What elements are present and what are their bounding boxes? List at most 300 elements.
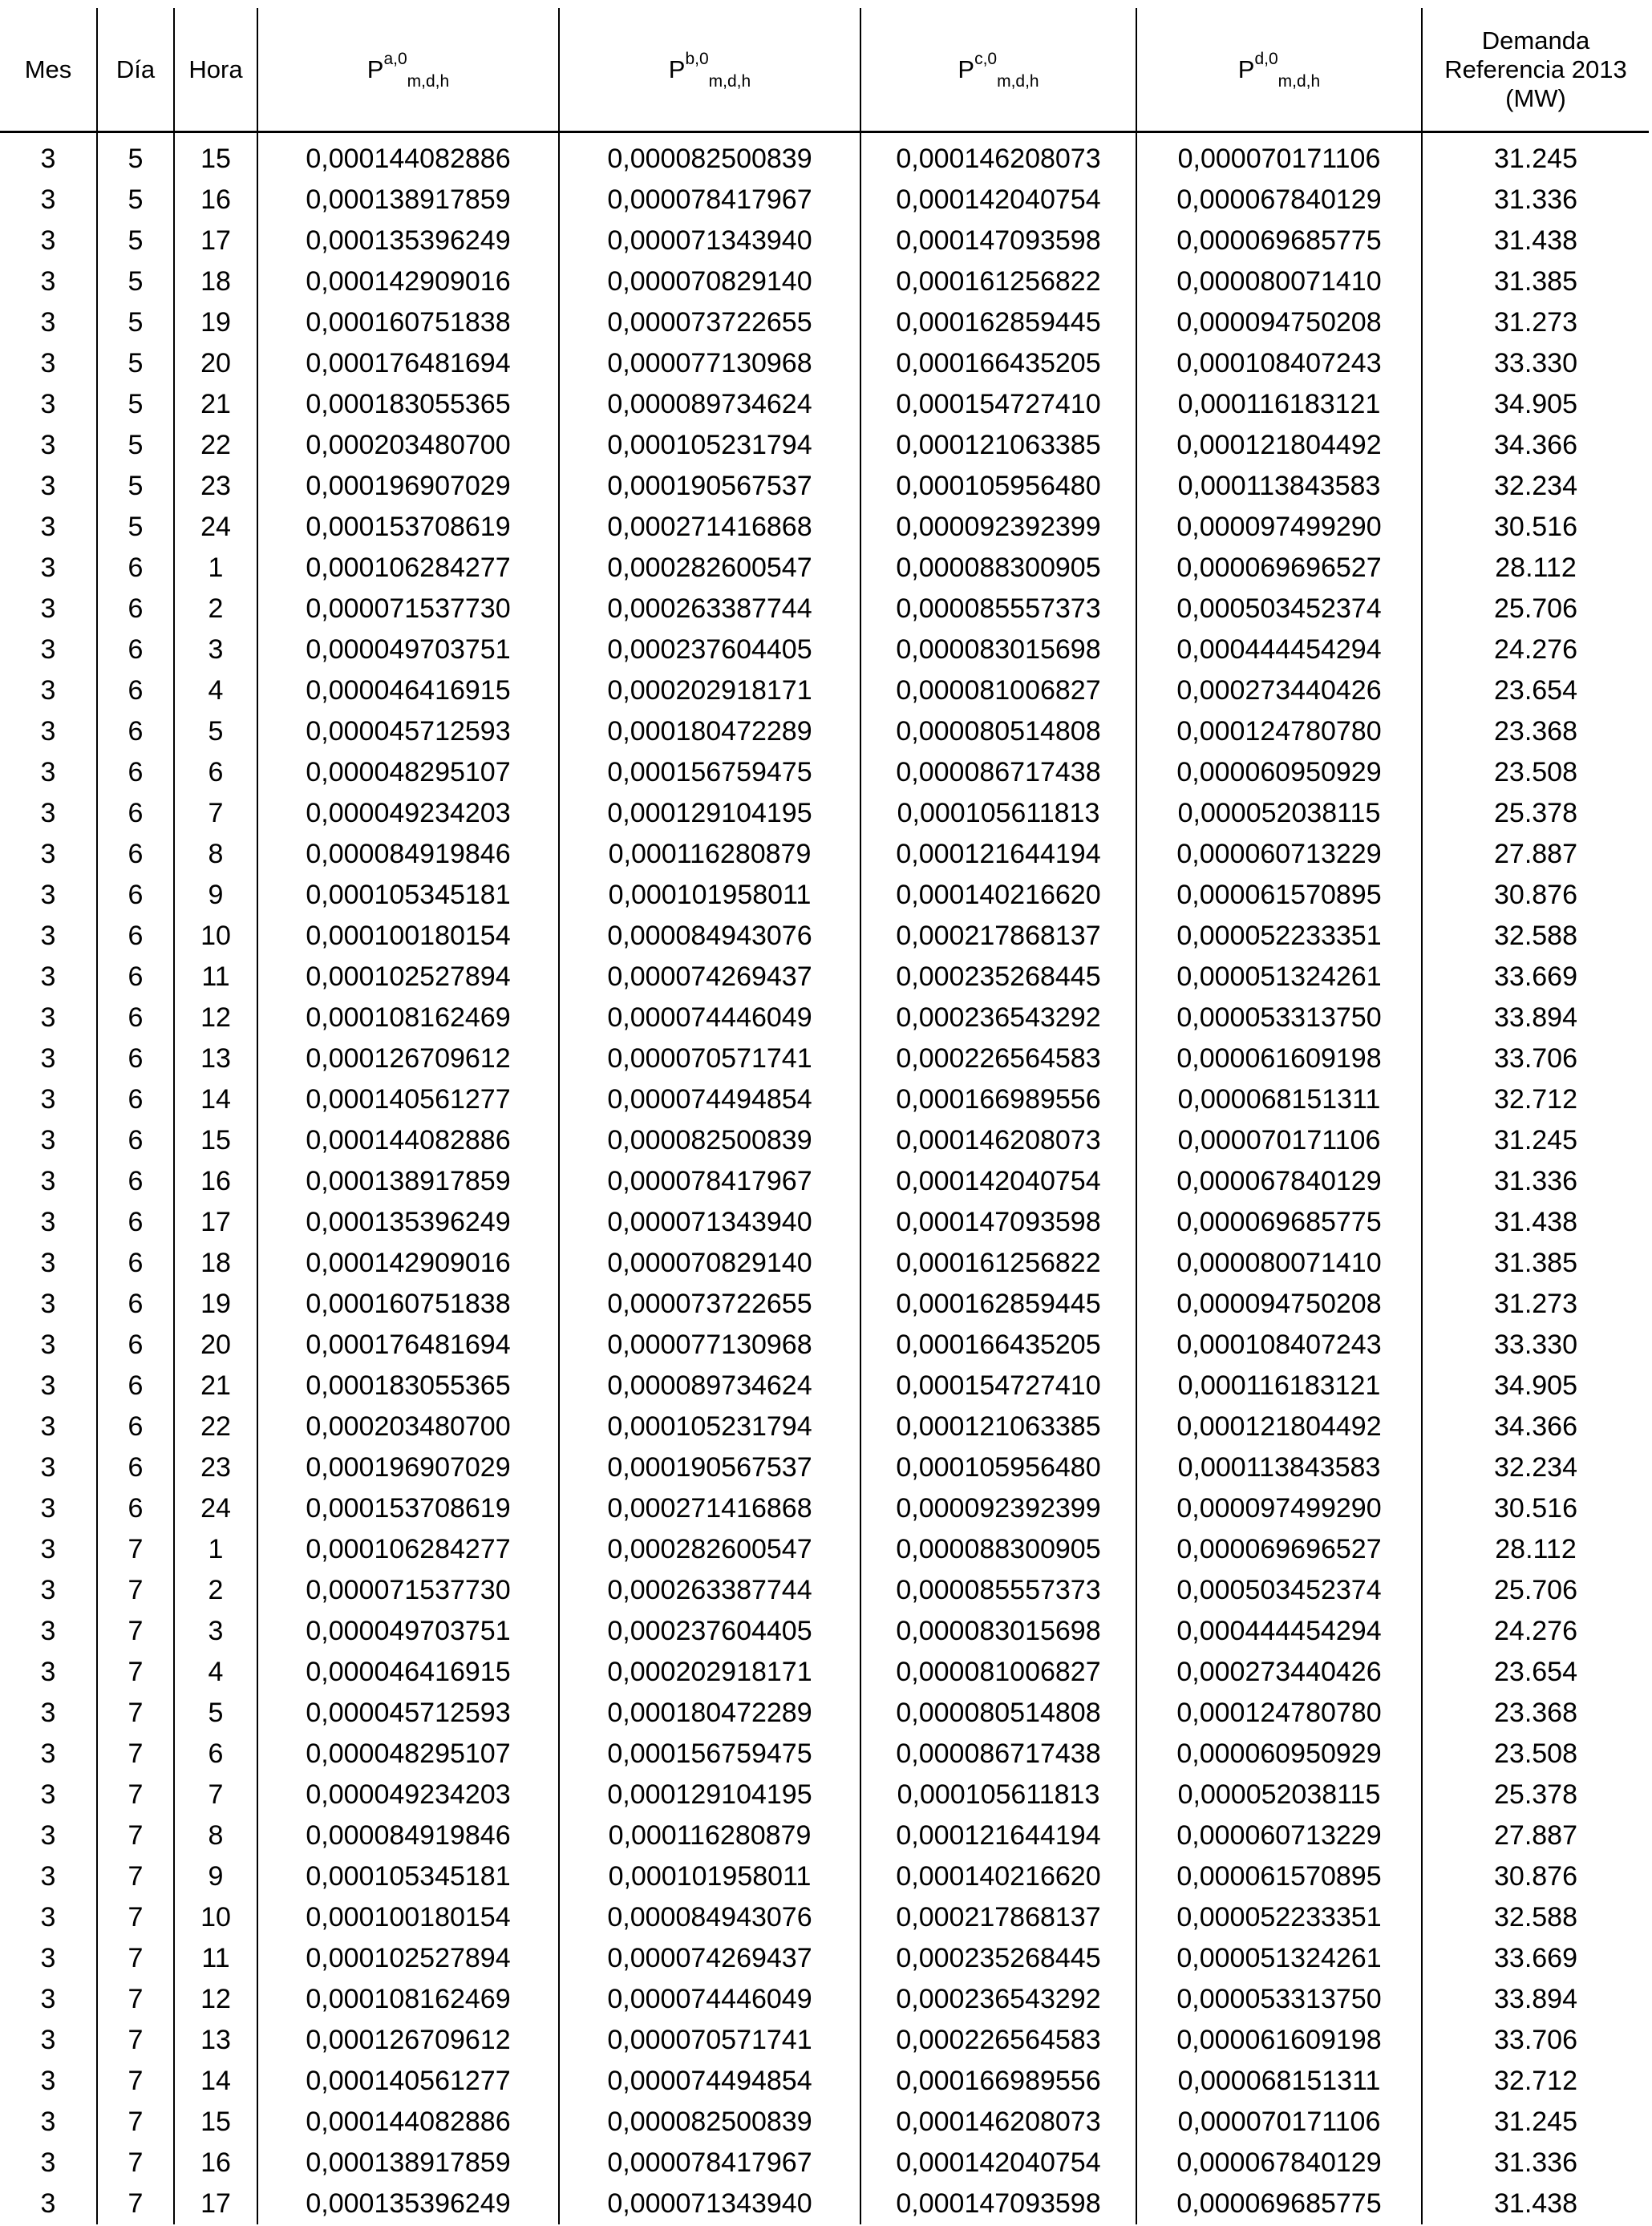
cell-pa: 0,000140561277: [257, 2061, 559, 2102]
cell-pa: 0,000144082886: [257, 2102, 559, 2143]
cell-mes: 3: [40, 1738, 56, 1769]
cell-dia: 6: [97, 1202, 174, 1243]
cell-pc: 0,000121644194: [860, 834, 1136, 875]
cell-mes: 3: [40, 1493, 56, 1524]
table-row: [0, 1079, 1649, 1120]
cell-demanda: 31.438: [1422, 2184, 1649, 2224]
cell-demanda: 23.508: [1422, 1734, 1649, 1775]
cell-dia: 6: [97, 1284, 174, 1325]
cell-pd: 0,000108407243: [1136, 1325, 1422, 1366]
cell-demanda: 24.276: [1422, 1611, 1649, 1652]
cell-pb: 0,000073722655: [559, 302, 860, 343]
cell-pd: 0,000060950929: [1136, 752, 1422, 793]
cell-hora: 8: [174, 834, 257, 875]
cell-pc: 0,000092392399: [860, 1488, 1136, 1529]
cell-dia: 5: [97, 221, 174, 261]
cell-dia: 5: [97, 384, 174, 425]
cell-pb: 0,000263387744: [559, 1570, 860, 1611]
cell-pb: 0,000074446049: [559, 1979, 860, 2020]
cell-demanda: 32.234: [1422, 466, 1649, 507]
cell-pd: 0,000503452374: [1136, 1570, 1422, 1611]
cell-pc: 0,000121063385: [860, 1406, 1136, 1447]
table-row: [0, 1284, 1649, 1325]
table-row: [0, 1938, 1649, 1979]
cell-pd: 0,000069696527: [1136, 548, 1422, 589]
cell-hora: 13: [174, 1038, 257, 1079]
cell-demanda: 33.706: [1422, 1038, 1649, 1079]
table-row: [0, 466, 1649, 507]
cell-mes: 3: [40, 1452, 56, 1483]
cell-hora: 20: [174, 1325, 257, 1366]
table-row: [0, 1325, 1649, 1366]
cell-hora: 13: [174, 2020, 257, 2061]
cell-mes: 3: [40, 430, 56, 460]
cell-pd: 0,000094750208: [1136, 302, 1422, 343]
cell-pb: 0,000074269437: [559, 1938, 860, 1979]
cell-pa: 0,000046416915: [257, 670, 559, 711]
cell-hora: 7: [174, 793, 257, 834]
cell-hora: 17: [174, 2184, 257, 2224]
cell-pb: 0,000116280879: [559, 1815, 860, 1856]
table-row: [0, 221, 1649, 261]
cell-demanda: 31.245: [1422, 2102, 1649, 2143]
table-row: [0, 1488, 1649, 1529]
cell-mes: 3: [40, 184, 56, 215]
cell-pa: 0,000142909016: [257, 261, 559, 302]
cell-mes: 3: [40, 1002, 56, 1033]
cell-pd: 0,000069685775: [1136, 2184, 1422, 2224]
cell-demanda: 32.712: [1422, 1079, 1649, 1120]
cell-demanda: 25.378: [1422, 1775, 1649, 1815]
cell-pb: 0,000156759475: [559, 1734, 860, 1775]
cell-pd: 0,000116183121: [1136, 384, 1422, 425]
cell-demanda: 25.706: [1422, 589, 1649, 629]
table-row: [0, 2061, 1649, 2102]
cell-pb: 0,000074494854: [559, 1079, 860, 1120]
cell-pa: 0,000138917859: [257, 180, 559, 221]
cell-hora: 19: [174, 1284, 257, 1325]
cell-mes: 3: [40, 1207, 56, 1237]
cell-pa: 0,000126709612: [257, 1038, 559, 1079]
cell-pb: 0,000070829140: [559, 1243, 860, 1284]
cell-pd: 0,000113843583: [1136, 466, 1422, 507]
cell-demanda: 31.385: [1422, 1243, 1649, 1284]
cell-mes: 3: [40, 921, 56, 951]
cell-pd: 0,000052233351: [1136, 1897, 1422, 1938]
cell-pa: 0,000106284277: [257, 548, 559, 589]
cell-pa: 0,000046416915: [257, 1652, 559, 1693]
cell-pb: 0,000180472289: [559, 1693, 860, 1734]
cell-pd: 0,000052233351: [1136, 916, 1422, 957]
cell-pc: 0,000121644194: [860, 1815, 1136, 1856]
cell-dia: 7: [97, 1856, 174, 1897]
cell-pa: 0,000100180154: [257, 1897, 559, 1938]
table-row: [0, 2102, 1649, 2143]
table-row: [0, 629, 1649, 670]
cell-hora: 5: [174, 1693, 257, 1734]
cell-pd: 0,000068151311: [1136, 1079, 1422, 1120]
cell-mes: 3: [40, 1330, 56, 1360]
cell-dia: 7: [97, 2061, 174, 2102]
cell-pa: 0,000135396249: [257, 1202, 559, 1243]
cell-dia: 5: [97, 466, 174, 507]
cell-pb: 0,000077130968: [559, 1325, 860, 1366]
cell-mes: 3: [40, 1902, 56, 1933]
cell-hora: 10: [174, 916, 257, 957]
cell-demanda: 30.876: [1422, 875, 1649, 916]
cell-demanda: 23.654: [1422, 670, 1649, 711]
cell-hora: 3: [174, 1611, 257, 1652]
cell-hora: 24: [174, 1488, 257, 1529]
cell-pb: 0,000070571741: [559, 1038, 860, 1079]
cell-dia: 6: [97, 1079, 174, 1120]
table-row: [0, 1120, 1649, 1161]
cell-mes: 3: [40, 348, 56, 378]
cell-demanda: 32.712: [1422, 2061, 1649, 2102]
cell-pa: 0,000176481694: [257, 343, 559, 384]
cell-pa: 0,000106284277: [257, 1529, 559, 1570]
cell-mes: 3: [40, 1289, 56, 1319]
table-row: [0, 1406, 1649, 1447]
cell-pa: 0,000160751838: [257, 302, 559, 343]
table-row: [0, 1652, 1649, 1693]
cell-dia: 6: [97, 548, 174, 589]
cell-pa: 0,000142909016: [257, 1243, 559, 1284]
cell-pc: 0,000146208073: [860, 2102, 1136, 2143]
table-row: [0, 1038, 1649, 1079]
header-pb: P$^{b,0}_{m,d,h}$: [559, 8, 860, 132]
cell-demanda: 28.112: [1422, 548, 1649, 589]
cell-dia: 7: [97, 2143, 174, 2184]
header-pa: P$^{a,0}_{m,d,h}$: [257, 8, 559, 132]
cell-demanda: 23.654: [1422, 1652, 1649, 1693]
cell-hora: 10: [174, 1897, 257, 1938]
cell-pc: 0,000086717438: [860, 1734, 1136, 1775]
cell-dia: 5: [97, 343, 174, 384]
cell-demanda: 32.588: [1422, 1897, 1649, 1938]
cell-pd: 0,000094750208: [1136, 1284, 1422, 1325]
cell-mes: 3: [40, 1125, 56, 1155]
cell-pc: 0,000161256822: [860, 261, 1136, 302]
cell-dia: 6: [97, 670, 174, 711]
cell-dia: 6: [97, 1325, 174, 1366]
cell-pb: 0,000078417967: [559, 1161, 860, 1202]
cell-pd: 0,000067840129: [1136, 180, 1422, 221]
cell-mes: 3: [40, 757, 56, 787]
cell-dia: 6: [97, 998, 174, 1038]
cell-dia: 7: [97, 1815, 174, 1856]
cell-pd: 0,000053313750: [1136, 1979, 1422, 2020]
cell-dia: 7: [97, 1570, 174, 1611]
cell-pc: 0,000166989556: [860, 1079, 1136, 1120]
cell-pa: 0,000153708619: [257, 1488, 559, 1529]
cell-pa: 0,000071537730: [257, 1570, 559, 1611]
cell-dia: 6: [97, 1366, 174, 1406]
cell-dia: 7: [97, 2102, 174, 2143]
cell-pc: 0,000147093598: [860, 2184, 1136, 2224]
cell-dia: 6: [97, 916, 174, 957]
table-row: [0, 834, 1649, 875]
cell-pd: 0,000113843583: [1136, 1447, 1422, 1488]
cell-hora: 4: [174, 1652, 257, 1693]
table-row: [0, 261, 1649, 302]
cell-pb: 0,000237604405: [559, 629, 860, 670]
cell-dia: 7: [97, 1652, 174, 1693]
header-pc: P$^{c,0}_{m,d,h}$: [860, 8, 1136, 132]
cell-mes: 3: [40, 1084, 56, 1115]
cell-mes: 3: [40, 961, 56, 992]
header-demanda: Demanda Referencia 2013 (MW): [1422, 8, 1649, 132]
cell-pd: 0,000052038115: [1136, 1775, 1422, 1815]
cell-mes: 3: [40, 1534, 56, 1564]
cell-pa: 0,000126709612: [257, 2020, 559, 2061]
cell-demanda: 33.706: [1422, 2020, 1649, 2061]
cell-hora: 23: [174, 466, 257, 507]
cell-hora: 2: [174, 1570, 257, 1611]
cell-hora: 5: [174, 711, 257, 752]
cell-pb: 0,000082500839: [559, 132, 860, 180]
cell-dia: 6: [97, 1488, 174, 1529]
cell-pc: 0,000083015698: [860, 1611, 1136, 1652]
header-hora: Hora: [174, 8, 257, 132]
cell-mes: 3: [40, 1779, 56, 1810]
cell-demanda: 31.336: [1422, 180, 1649, 221]
table-row: [0, 1570, 1649, 1611]
cell-dia: 7: [97, 1979, 174, 2020]
cell-hora: 3: [174, 629, 257, 670]
header-row: [0, 8, 1649, 132]
cell-hora: 2: [174, 589, 257, 629]
cell-pc: 0,000147093598: [860, 1202, 1136, 1243]
cell-pd: 0,000108407243: [1136, 343, 1422, 384]
cell-hora: 16: [174, 180, 257, 221]
cell-pa: 0,000108162469: [257, 1979, 559, 2020]
table-row: [0, 132, 1649, 180]
data-table: [0, 8, 1649, 2224]
cell-mes: 3: [40, 675, 56, 706]
table-row: [0, 1979, 1649, 2020]
cell-pb: 0,000084943076: [559, 1897, 860, 1938]
cell-pb: 0,000263387744: [559, 589, 860, 629]
cell-mes: 3: [40, 266, 56, 297]
cell-mes: 3: [40, 307, 56, 338]
table-row: [0, 875, 1649, 916]
cell-demanda: 33.894: [1422, 998, 1649, 1038]
cell-hora: 18: [174, 1243, 257, 1284]
cell-pb: 0,000105231794: [559, 1406, 860, 1447]
cell-pa: 0,000203480700: [257, 425, 559, 466]
cell-demanda: 32.588: [1422, 916, 1649, 957]
cell-pc: 0,000142040754: [860, 180, 1136, 221]
cell-hora: 21: [174, 1366, 257, 1406]
cell-mes: 3: [40, 2107, 56, 2137]
cell-pd: 0,000080071410: [1136, 1243, 1422, 1284]
cell-pc: 0,000083015698: [860, 629, 1136, 670]
cell-mes: 3: [40, 552, 56, 583]
cell-hora: 1: [174, 1529, 257, 1570]
cell-demanda: 34.905: [1422, 1366, 1649, 1406]
cell-pa: 0,000049703751: [257, 1611, 559, 1652]
cell-pc: 0,000086717438: [860, 752, 1136, 793]
cell-mes: 3: [40, 2188, 56, 2219]
cell-demanda: 30.516: [1422, 1488, 1649, 1529]
cell-dia: 7: [97, 2184, 174, 2224]
cell-pd: 0,000121804492: [1136, 425, 1422, 466]
table-row: [0, 384, 1649, 425]
cell-hora: 22: [174, 425, 257, 466]
cell-pc: 0,000105956480: [860, 466, 1136, 507]
cell-demanda: 30.516: [1422, 507, 1649, 548]
cell-pd: 0,000052038115: [1136, 793, 1422, 834]
cell-demanda: 34.366: [1422, 425, 1649, 466]
cell-pd: 0,000069685775: [1136, 1202, 1422, 1243]
cell-demanda: 31.438: [1422, 221, 1649, 261]
cell-pb: 0,000116280879: [559, 834, 860, 875]
cell-mes: 3: [40, 2066, 56, 2096]
cell-dia: 6: [97, 589, 174, 629]
cell-mes: 3: [40, 1411, 56, 1442]
cell-pc: 0,000166435205: [860, 343, 1136, 384]
cell-demanda: 24.276: [1422, 629, 1649, 670]
cell-pb: 0,000202918171: [559, 1652, 860, 1693]
cell-pd: 0,000060713229: [1136, 1815, 1422, 1856]
cell-pb: 0,000071343940: [559, 1202, 860, 1243]
cell-mes: 3: [40, 512, 56, 542]
table-row: [0, 548, 1649, 589]
cell-pc: 0,000217868137: [860, 1897, 1136, 1938]
cell-hora: 14: [174, 1079, 257, 1120]
cell-pb: 0,000282600547: [559, 1529, 860, 1570]
cell-pa: 0,000102527894: [257, 1938, 559, 1979]
cell-hora: 11: [174, 1938, 257, 1979]
cell-pc: 0,000235268445: [860, 1938, 1136, 1979]
cell-pb: 0,000074269437: [559, 957, 860, 998]
cell-dia: 7: [97, 1529, 174, 1570]
table-row: [0, 589, 1649, 629]
table-row: [0, 1897, 1649, 1938]
cell-hora: 22: [174, 1406, 257, 1447]
cell-hora: 16: [174, 2143, 257, 2184]
cell-pd: 0,000068151311: [1136, 2061, 1422, 2102]
cell-hora: 9: [174, 1856, 257, 1897]
cell-pd: 0,000070171106: [1136, 132, 1422, 180]
cell-demanda: 23.368: [1422, 711, 1649, 752]
cell-pc: 0,000162859445: [860, 1284, 1136, 1325]
cell-pc: 0,000105956480: [860, 1447, 1136, 1488]
cell-pa: 0,000140561277: [257, 1079, 559, 1120]
cell-pc: 0,000162859445: [860, 302, 1136, 343]
cell-dia: 6: [97, 1406, 174, 1447]
cell-pd: 0,000097499290: [1136, 1488, 1422, 1529]
cell-hora: 6: [174, 752, 257, 793]
table-row: [0, 1734, 1649, 1775]
table-row: [0, 1856, 1649, 1897]
cell-hora: 20: [174, 343, 257, 384]
cell-dia: 7: [97, 1775, 174, 1815]
cell-pa: 0,000138917859: [257, 1161, 559, 1202]
cell-pa: 0,000045712593: [257, 711, 559, 752]
table-row: [0, 670, 1649, 711]
cell-pd: 0,000273440426: [1136, 1652, 1422, 1693]
cell-pd: 0,000273440426: [1136, 670, 1422, 711]
cell-pb: 0,000071343940: [559, 221, 860, 261]
cell-pc: 0,000166435205: [860, 1325, 1136, 1366]
cell-pb: 0,000078417967: [559, 180, 860, 221]
cell-pc: 0,000146208073: [860, 132, 1136, 180]
cell-pa: 0,000102527894: [257, 957, 559, 998]
cell-demanda: 25.378: [1422, 793, 1649, 834]
cell-pb: 0,000202918171: [559, 670, 860, 711]
cell-pb: 0,000129104195: [559, 1775, 860, 1815]
cell-mes: 3: [40, 1698, 56, 1728]
cell-mes: 3: [40, 225, 56, 256]
table-row: [0, 1447, 1649, 1488]
table-row: [0, 2143, 1649, 2184]
cell-pd: 0,000070171106: [1136, 1120, 1422, 1161]
cell-mes: 3: [40, 716, 56, 747]
cell-pc: 0,000105611813: [860, 1775, 1136, 1815]
cell-dia: 6: [97, 711, 174, 752]
cell-mes: 3: [40, 798, 56, 828]
cell-demanda: 33.669: [1422, 1938, 1649, 1979]
cell-pd: 0,000061570895: [1136, 1856, 1422, 1897]
table-row: [0, 752, 1649, 793]
table-row: [0, 1529, 1649, 1570]
cell-mes: 3: [40, 144, 56, 174]
cell-hora: 15: [174, 2102, 257, 2143]
header-pd: P$^{d,0}_{m,d,h}$: [1136, 8, 1422, 132]
cell-pc: 0,000226564583: [860, 1038, 1136, 1079]
cell-pb: 0,000070829140: [559, 261, 860, 302]
cell-mes: 3: [40, 2147, 56, 2178]
cell-hora: 19: [174, 302, 257, 343]
cell-hora: 12: [174, 998, 257, 1038]
cell-dia: 5: [97, 180, 174, 221]
cell-pd: 0,000124780780: [1136, 1693, 1422, 1734]
cell-pc: 0,000235268445: [860, 957, 1136, 998]
table-row: [0, 2184, 1649, 2224]
cell-pc: 0,000154727410: [860, 1366, 1136, 1406]
cell-pb: 0,000074494854: [559, 2061, 860, 2102]
table-row: [0, 1202, 1649, 1243]
cell-hora: 17: [174, 1202, 257, 1243]
cell-pd: 0,000124780780: [1136, 711, 1422, 752]
table-row: [0, 998, 1649, 1038]
cell-pa: 0,000203480700: [257, 1406, 559, 1447]
cell-pd: 0,000503452374: [1136, 589, 1422, 629]
cell-pa: 0,000196907029: [257, 1447, 559, 1488]
cell-hora: 15: [174, 1120, 257, 1161]
table-row: [0, 793, 1649, 834]
cell-pa: 0,000071537730: [257, 589, 559, 629]
cell-dia: 7: [97, 1611, 174, 1652]
table-row: [0, 711, 1649, 752]
cell-pb: 0,000082500839: [559, 2102, 860, 2143]
cell-dia: 7: [97, 2020, 174, 2061]
cell-mes: 3: [40, 634, 56, 665]
cell-dia: 6: [97, 957, 174, 998]
cell-pa: 0,000100180154: [257, 916, 559, 957]
cell-demanda: 31.438: [1422, 1202, 1649, 1243]
cell-demanda: 31.273: [1422, 302, 1649, 343]
cell-dia: 6: [97, 1447, 174, 1488]
table-row: [0, 180, 1649, 221]
cell-pa: 0,000135396249: [257, 221, 559, 261]
cell-pd: 0,000067840129: [1136, 1161, 1422, 1202]
cell-pb: 0,000071343940: [559, 2184, 860, 2224]
cell-pb: 0,000282600547: [559, 548, 860, 589]
cell-pc: 0,000081006827: [860, 670, 1136, 711]
